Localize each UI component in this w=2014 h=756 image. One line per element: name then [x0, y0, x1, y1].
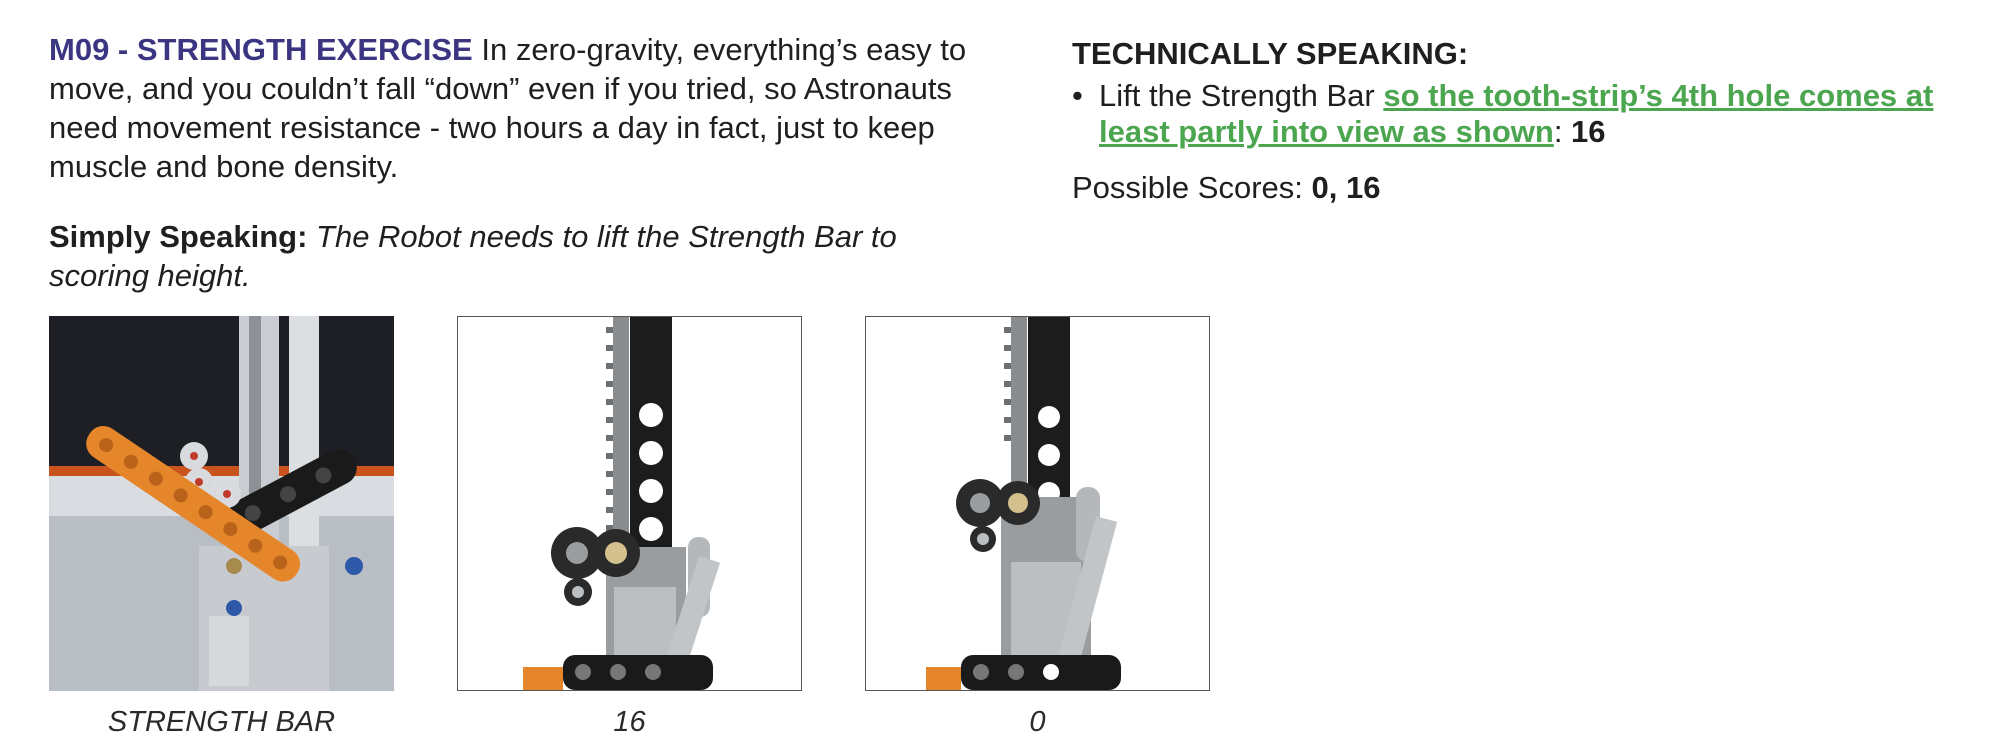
mission-description: In zero-gravity, everything’s easy to move, and you couldn’t fall “down” even if you tried, so Astronauts need movement resistance - two hours a day in fact, just to keep muscle and bone density. — [49, 32, 967, 184]
simply-speaking-label: Simply Speaking: — [49, 219, 308, 254]
bullet-dot: • — [1072, 78, 1083, 113]
right-column — [1072, 30, 1972, 207]
list-item — [1072, 78, 1972, 150]
mission-intro — [49, 30, 979, 186]
figure-caption-strength-bar: STRENGTH BAR — [107, 706, 336, 738]
requirement-prefix: Lift the Strength Bar — [1099, 78, 1384, 113]
bar-lifted-16-photo — [457, 316, 802, 691]
mission-title: M09 - STRENGTH EXERCISE — [49, 32, 473, 67]
possible-scores-label: Possible Scores: — [1072, 170, 1312, 205]
possible-scores-values: 0, 16 — [1311, 170, 1381, 205]
figure-caption-16: 16 — [613, 706, 646, 738]
requirement-separator: : — [1553, 114, 1572, 149]
simply-speaking-text: The Robot needs to lift the Strength Bar to scoring height. — [49, 219, 897, 293]
simply-speaking — [49, 217, 979, 295]
requirement-condition: so the tooth-strip’s 4th hole comes at least partly into view as shown — [1099, 78, 1934, 149]
strength-bar-model-photo — [49, 316, 394, 691]
technically-list — [1072, 78, 1972, 150]
figure-caption-0: 0 — [1029, 706, 1046, 738]
left-column — [49, 30, 979, 295]
requirement-points: 16 — [1571, 114, 1606, 149]
technically-speaking-heading: TECHNICALLY SPEAKING: — [1072, 36, 1469, 71]
possible-scores — [1072, 168, 1972, 207]
bar-lowered-0-photo — [865, 316, 1210, 691]
